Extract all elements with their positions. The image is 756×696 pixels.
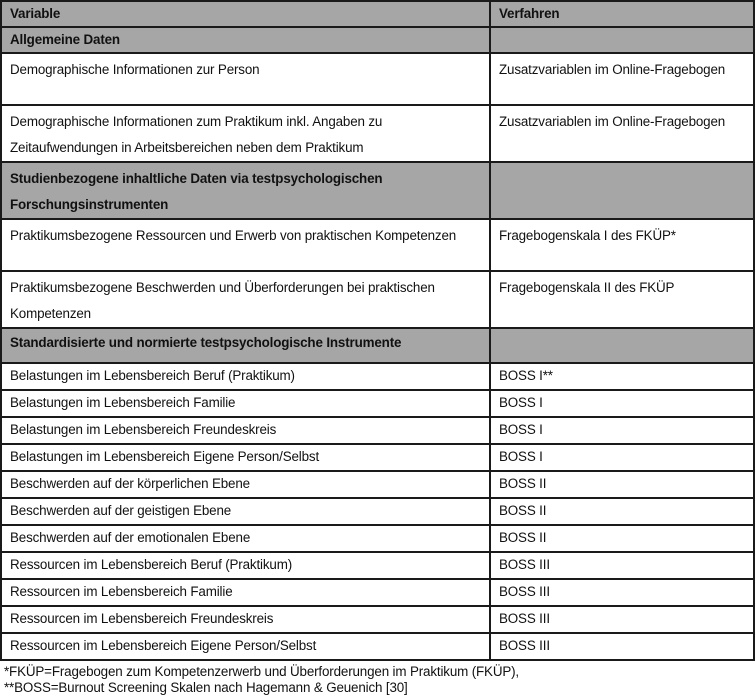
verfahren-cell: Zusatzvariablen im Online-Fragebogen [490,105,754,162]
table-row [1,444,754,471]
footnote-boss: **BOSS=Burnout Screening Skalen nach Hagemann & Geuenich [30] [4,680,408,695]
variable-cell: Belastungen im Lebensbereich Eigene Person/Selbst [1,444,490,471]
variable-cell: Ressourcen im Lebensbereich Familie [1,579,490,606]
variable-cell: Belastungen im Lebensbereich Beruf (Praktikum) [1,363,490,390]
section-row [1,328,754,363]
section-title: Studienbezogene inhaltliche Daten via testpsychologischen Forschungsinstrumenten [1,162,490,219]
verfahren-cell: BOSS III [490,579,754,606]
column-header-variable: Variable [1,1,490,27]
table-row [1,53,754,105]
variable-cell: Ressourcen im Lebensbereich Eigene Person/Selbst [1,633,490,660]
section-title: Allgemeine Daten [1,27,490,53]
verfahren-cell: Zusatzvariablen im Online-Fragebogen [490,53,754,105]
table-row [1,271,754,328]
verfahren-cell: BOSS I [490,417,754,444]
variable-cell: Beschwerden auf der geistigen Ebene [1,498,490,525]
variable-cell: Ressourcen im Lebensbereich Beruf (Praktikum) [1,552,490,579]
table-row [1,105,754,162]
table-row [1,633,754,660]
section-empty-cell [490,27,754,53]
verfahren-cell: BOSS I [490,390,754,417]
variable-cell: Beschwerden auf der emotionalen Ebene [1,525,490,552]
section-empty-cell [490,328,754,363]
table-row [1,417,754,444]
section-row [1,27,754,53]
variable-cell: Demographische Informationen zum Praktikum inkl. Angaben zu Zeitaufwendungen in Arbeitsbereichen neben dem Praktikum [1,105,490,162]
verfahren-cell: BOSS I** [490,363,754,390]
footnotes [0,664,756,696]
verfahren-cell: BOSS I [490,444,754,471]
table-row [1,363,754,390]
table-row [1,606,754,633]
variable-cell: Praktikumsbezogene Ressourcen und Erwerb von praktischen Kompetenzen [1,219,490,271]
table-row [1,579,754,606]
section-empty-cell [490,162,754,219]
table-row [1,471,754,498]
verfahren-cell: BOSS III [490,633,754,660]
verfahren-cell: Fragebogenskala I des FKÜP* [490,219,754,271]
variable-cell: Belastungen im Lebensbereich Freundeskreis [1,417,490,444]
table-row [1,525,754,552]
verfahren-cell: BOSS III [490,606,754,633]
footnote-fkup: *FKÜP=Fragebogen zum Kompetenzerwerb und Überforderungen im Praktikum (FKÜP), [4,664,520,679]
section-title: Standardisierte und normierte testpsychologische Instrumente [1,328,490,363]
table-row [1,498,754,525]
section-row [1,162,754,219]
variable-cell: Belastungen im Lebensbereich Familie [1,390,490,417]
verfahren-cell: BOSS II [490,498,754,525]
column-header-verfahren: Verfahren [490,1,754,27]
variable-cell: Beschwerden auf der körperlichen Ebene [1,471,490,498]
verfahren-cell: BOSS III [490,552,754,579]
verfahren-cell: BOSS II [490,471,754,498]
header-row [1,1,754,27]
variable-cell: Demographische Informationen zur Person [1,53,490,105]
variable-cell: Ressourcen im Lebensbereich Freundeskreis [1,606,490,633]
table-row [1,219,754,271]
variable-cell: Praktikumsbezogene Beschwerden und Überforderungen bei praktischen Kompetenzen [1,271,490,328]
table-row [1,552,754,579]
table-row [1,390,754,417]
verfahren-cell: BOSS II [490,525,754,552]
verfahren-cell: Fragebogenskala II des FKÜP [490,271,754,328]
